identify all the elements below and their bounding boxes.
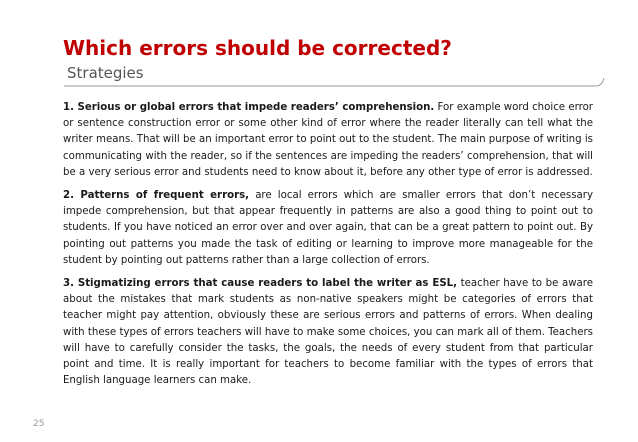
page-number: 25 [33, 419, 45, 429]
paragraph-lead: 3. Stigmatizing errors that cause readers to label the writer as ESL, [63, 278, 458, 290]
paragraph-body: For example word choice error or sentence construction error or some other kind of error where the reader literally can tell what the writer means. That will be an important error to point out to the student. The main purpose of writing is communicating with the reader, so if the sentences are impeding the readers’ comprehension, that will be a very serious error and students need to know about it, before any other type of error is addressed. [63, 102, 593, 178]
paragraph-body: are local errors which are smaller errors that don’t necessary impede comprehension, but that appear frequently in patterns are also a good thing to point out to students. If you have noticed an error over and over again, that can be a great pattern to point out. By pointing out patterns you made the task of editing or learning to improve more manageable for the student by pointing out patterns rather than a large collection of errors. [63, 190, 593, 266]
slide-subtitle: Strategies [67, 64, 144, 82]
slide-title: Which errors should be corrected? [63, 36, 452, 60]
paragraph-stigmatizing-errors [63, 276, 593, 389]
paragraph-serious-errors [63, 100, 593, 181]
slide-body [63, 100, 593, 396]
paragraph-lead: 1. Serious or global errors that impede readers’ comprehension. [63, 102, 435, 113]
paragraph-body: teacher have to be aware about the mistakes that mark students as non-native speakers might be categories of errors that teacher might pay attention, obviously these are serious errors and patterns of errors. When dealing with these types of errors teachers will have to make some choices, you can mark all of them. Teachers will have to carefully consider the tasks, the goals, the needs of every student from that particular point and time. It is really important for teachers to become familiar with the types of errors that English language learners can make. [63, 278, 593, 387]
paragraph-frequent-errors [63, 188, 593, 269]
paragraph-lead: 2. Patterns of frequent errors, [63, 190, 250, 202]
